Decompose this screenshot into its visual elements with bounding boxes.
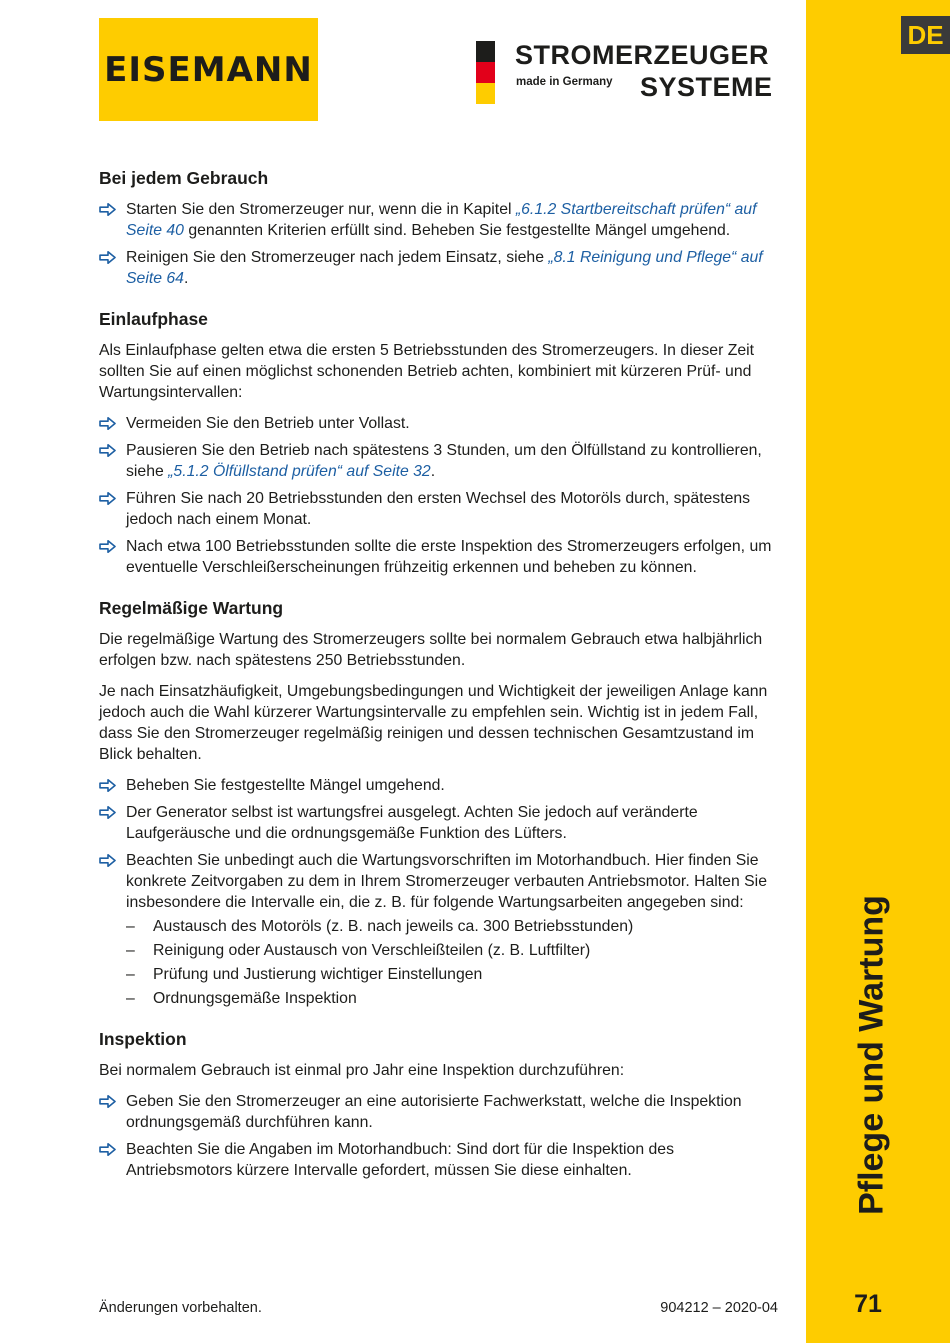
sub-list-item: – Prüfung und Justierung wichtiger Einstellungen bbox=[126, 966, 483, 983]
inspektion-list bbox=[99, 1091, 779, 1181]
paragraph: Die regelmäßige Wartung des Stromerzeugers sollte bei normalem Gebrauch etwa halbjährlich erfolgen bzw. nach spätestens 250 Betriebsstunden. bbox=[99, 631, 763, 669]
german-flag-icon bbox=[476, 41, 495, 104]
dash-bullet: – bbox=[126, 942, 135, 959]
dash-bullet: – bbox=[126, 966, 135, 983]
list-item: Reinigen Sie den Stromerzeuger nach jedem Einsatz, siehe „8.1 Reinigung und Pflege“ auf Seite 64. bbox=[99, 247, 779, 289]
arrow-bullet-icon bbox=[99, 779, 116, 792]
dash-bullet: – bbox=[126, 990, 135, 1007]
arrow-bullet-icon bbox=[99, 1143, 116, 1156]
arrow-bullet-icon bbox=[99, 1095, 116, 1108]
section-heading-einlaufphase: Einlaufphase bbox=[99, 309, 208, 329]
logo-text: EISEMANN bbox=[104, 49, 313, 90]
section-heading-wartung: Regelmäßige Wartung bbox=[99, 598, 284, 618]
section-heading-inspektion: Inspektion bbox=[99, 1029, 187, 1049]
footer-disclaimer: Änderungen vorbehalten. bbox=[99, 1300, 262, 1316]
list-item: Der Generator selbst ist wartungsfrei ausgelegt. Achten Sie jedoch auf veränderte Laufgeräusche und die ordnungsgemäße Funktion des Lüfters. bbox=[99, 802, 779, 844]
sub-list-item: – Austausch des Motoröls (z. B. nach jeweils ca. 300 Betriebsstunden) bbox=[126, 918, 634, 935]
arrow-bullet-icon bbox=[99, 854, 116, 867]
list-item: Nach etwa 100 Betriebsstunden sollte die erste Inspektion des Stromerzeugers erfolgen, um eventuelle Verschleißerscheinungen frühzeitig erkennen und beheben zu können. bbox=[99, 536, 779, 578]
einlauf-list bbox=[99, 413, 779, 578]
arrow-bullet-icon bbox=[99, 417, 116, 430]
arrow-bullet-icon bbox=[99, 203, 116, 216]
list-item: Pausieren Sie den Betrieb nach spätestens 3 Stunden, um den Ölfüllstand zu kontrollieren, siehe „5.1.2 Ölfüllstand prüfen“ auf Seite 32. bbox=[99, 440, 779, 482]
language-badge: DE bbox=[901, 16, 950, 54]
paragraph: Je nach Einsatzhäufigkeit, Umgebungsbedingungen und Wichtigkeit der jeweiligen Anlage kann jedoch auch die Wahl kürzerer Wartungsintervalle zu empfehlen sein. Wichtig ist in jedem Fall, dass Sie den Stromerzeuger regelmäßig reinigen und dessen technischen Gesamtzustand im Blick behalten. bbox=[99, 683, 768, 763]
list-item: Beachten Sie die Angaben im Motorhandbuch: Sind dort für die Inspektion des Antriebsmotors kürzere Intervalle gefordert, müssen Sie diese einhalten. bbox=[99, 1139, 779, 1181]
page-number: 71 bbox=[854, 1290, 882, 1318]
list-item: Beachten Sie unbedingt auch die Wartungsvorschriften im Motorhandbuch. Hier finden Sie konkrete Zeitvorgaben zu dem in Ihrem Stromerzeuger verbauten Antriebsmotor. Halten Sie insbesondere die Intervalle ein, die z. B. für folgende Wartungsarbeiten angegeben sind: – Austausch des Motoröls (z. B. nach jeweils ca. 300 Betriebsstunden) – Reinigung oder Austausch von Verschleißteilen (z. B. Luftfilter) – Prüfung und Justierung wichtiger Einstellungen – Ordnungsgemäße Inspektion bbox=[99, 850, 779, 1009]
chapter-title: Pflege und Wartung bbox=[852, 895, 891, 1215]
main-content bbox=[99, 166, 779, 1187]
arrow-bullet-icon bbox=[99, 444, 116, 457]
cross-reference-link[interactable]: „6.1.2 Startbereitschaft prüfen“ auf Seite 40 bbox=[126, 201, 757, 239]
list-item: Vermeiden Sie den Betrieb unter Vollast. bbox=[99, 413, 779, 434]
section-heading-gebrauch: Bei jedem Gebrauch bbox=[99, 168, 269, 188]
list-item: Geben Sie den Stromerzeuger an eine autorisierte Fachwerkstatt, welche die Inspektion ordnungsgemäß durchführen kann. bbox=[99, 1091, 779, 1133]
arrow-bullet-icon bbox=[99, 251, 116, 264]
paragraph: Bei normalem Gebrauch ist einmal pro Jahr eine Inspektion durchzuführen: bbox=[99, 1062, 625, 1079]
gebrauch-list bbox=[99, 199, 779, 289]
sub-list-item: – Ordnungsgemäße Inspektion bbox=[126, 990, 357, 1007]
dash-bullet: – bbox=[126, 918, 135, 935]
maintenance-task-list bbox=[126, 916, 779, 1009]
list-item: Starten Sie den Stromerzeuger nur, wenn die in Kapitel „6.1.2 Startbereitschaft prüfen“ auf Seite 40 genannten Kriterien erfüllt sind. Beheben Sie festgestellte Mängel umgehend. bbox=[99, 199, 779, 241]
wartung-list bbox=[99, 775, 779, 1009]
cross-reference-link[interactable]: „5.1.2 Ölfüllstand prüfen“ auf Seite 32 bbox=[168, 463, 431, 480]
footer-doc-number: 904212 – 2020-04 bbox=[660, 1300, 778, 1316]
arrow-bullet-icon bbox=[99, 540, 116, 553]
brand-tagline: made in Germany bbox=[516, 76, 613, 88]
paragraph: Als Einlaufphase gelten etwa die ersten 5 Betriebsstunden des Stromerzeugers. In dieser Zeit sollten Sie auf einen möglichst schonenden Betrieb achten, kombiniert mit kürzeren Prüf- und Wartungsintervallen: bbox=[99, 342, 755, 401]
sub-list-item: – Reinigung oder Austausch von Verschleißteilen (z. B. Luftfilter) bbox=[126, 942, 591, 959]
list-item: Beheben Sie festgestellte Mängel umgehend. bbox=[99, 775, 779, 796]
eisemann-logo bbox=[99, 18, 318, 121]
arrow-bullet-icon bbox=[99, 806, 116, 819]
brand-mark bbox=[476, 40, 776, 104]
list-item: Führen Sie nach 20 Betriebsstunden den ersten Wechsel des Motoröls durch, spätestens jedoch nach einem Monat. bbox=[99, 488, 779, 530]
cross-reference-link[interactable]: „8.1 Reinigung und Pflege“ auf Seite 64 bbox=[126, 249, 763, 287]
arrow-bullet-icon bbox=[99, 492, 116, 505]
brand-title-line1: STROMERZEUGER bbox=[515, 40, 770, 70]
brand-title-line2: SYSTEME bbox=[640, 72, 773, 102]
